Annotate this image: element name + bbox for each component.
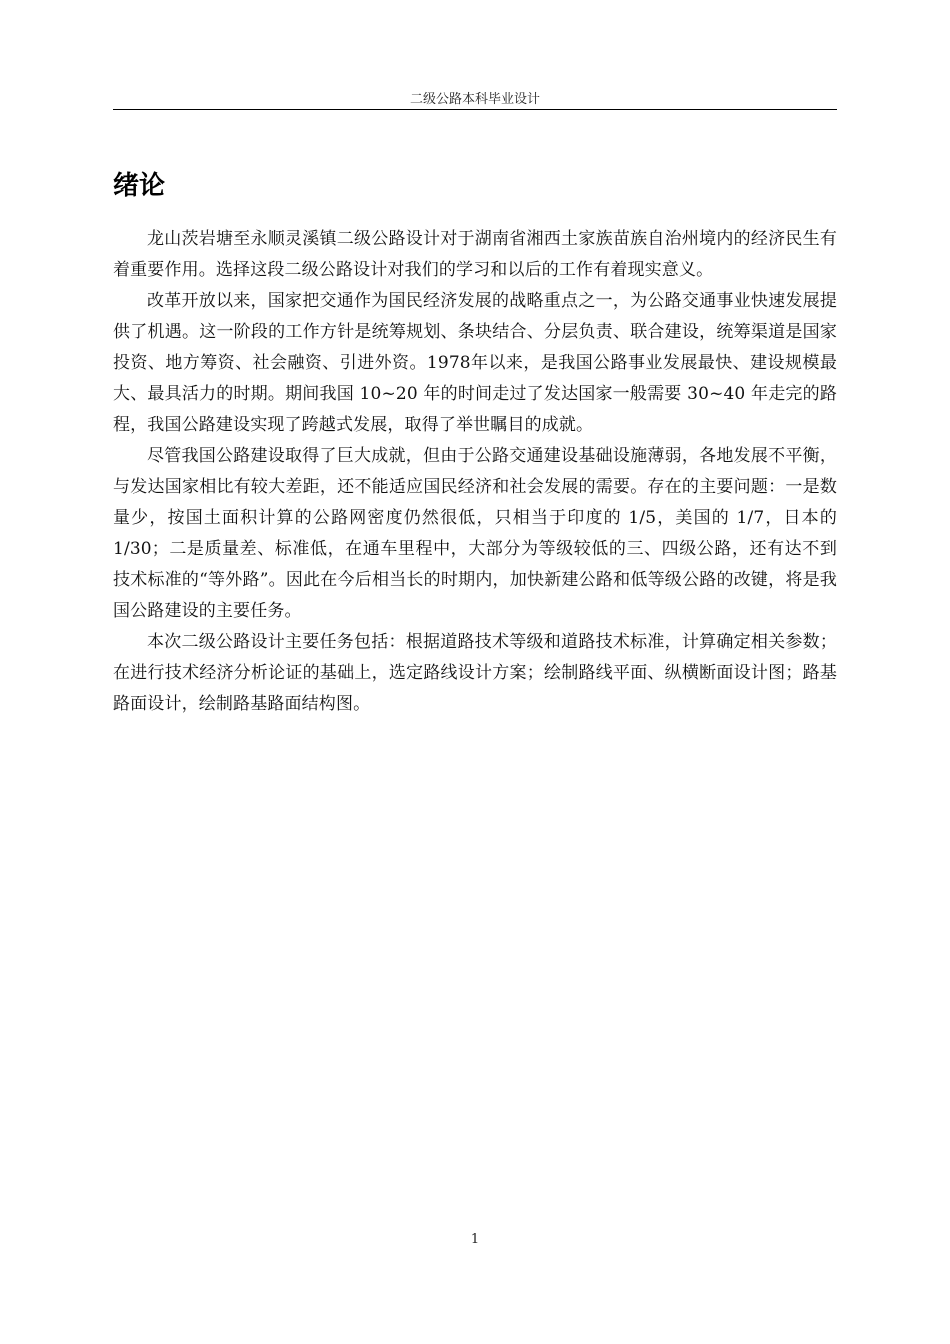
paragraph-2: 改革开放以来，国家把交通作为国民经济发展的战略重点之一，为公路交通事业快速发展提供了机遇。这一阶段的工作方针是统筹规划、条块结合、分层负责、联合建设，统筹渠道是国家投资、地方筹资、社会融资、引进外资。1978年以来，是我国公路事业发展最快、建设规模最大、最具活力的时期。期间我国 10~20 年的时间走过了发达国家一般需要 30~40 年走完的路程，我国公路建设实现了跨越式发展，取得了举世瞩目的成就。: [113, 291, 837, 435]
chapter-title: 绪论: [113, 171, 166, 201]
body-text: [113, 224, 837, 720]
paragraph-4: 本次二级公路设计主要任务包括：根据道路技术等级和道路技术标准，计算确定相关参数；在进行技术经济分析论证的基础上，选定路线设计方案；绘制路线平面、纵横断面设计图；路基路面设计，绘制路基路面结构图。: [113, 632, 837, 714]
paragraph-1: 龙山茨岩塘至永顺灵溪镇二级公路设计对于湖南省湘西土家族苗族自治州境内的经济民生有着重要作用。选择这段二级公路设计对我们的学习和以后的工作有着现实意义。: [113, 229, 837, 280]
paragraph-3: 尽管我国公路建设取得了巨大成就，但由于公路交通建设基础设施薄弱，各地发展不平衡，与发达国家相比有较大差距，还不能适应国民经济和社会发展的需要。存在的主要问题：一是数量少，按国土面积计算的公路网密度仍然很低，只相当于印度的 1/5，美国的 1/7，日本的 1/30；二是质量差、标准低，在通车里程中，大部分为等级较低的三、四级公路，还有达不到技术标准的“等外路”。因此在今后相当长的时期内，加快新建公路和低等级公路的改键，将是我国公路建设的主要任务。: [113, 446, 837, 621]
running-header: 二级公路本科毕业设计: [409, 92, 540, 107]
page-number: 1: [470, 1232, 480, 1247]
header-rule: [113, 109, 837, 110]
